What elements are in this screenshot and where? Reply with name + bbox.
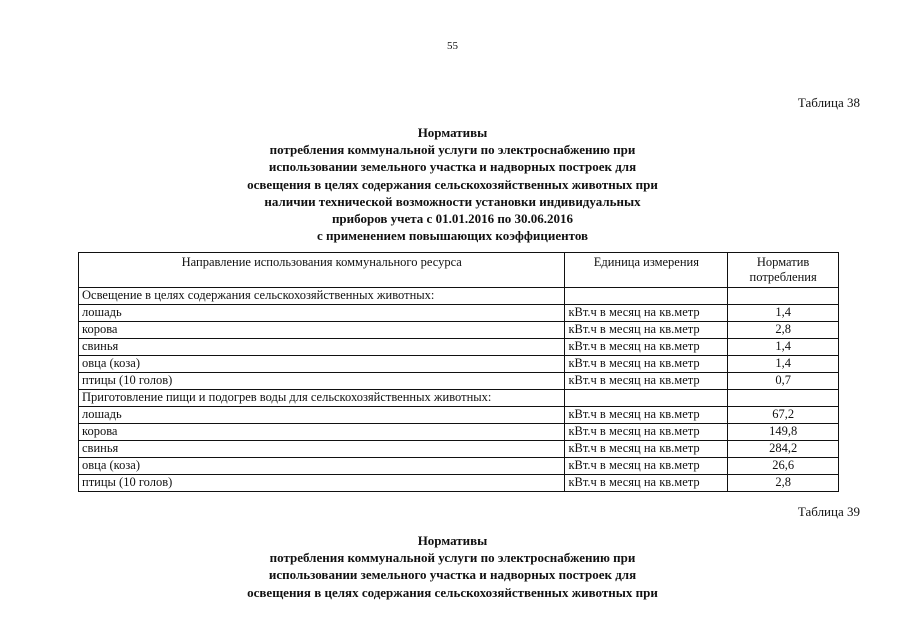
row-unit: кВт.ч в месяц на кв.метр xyxy=(565,441,728,458)
row-value: 284,2 xyxy=(728,441,839,458)
table-39-heading xyxy=(0,532,905,601)
row-value: 67,2 xyxy=(728,407,839,424)
row-unit: кВт.ч в месяц на кв.метр xyxy=(565,475,728,492)
row-name: птицы (10 голов) xyxy=(79,475,565,492)
row-value: 0,7 xyxy=(728,373,839,390)
heading-line: с применением повышающих коэффициентов xyxy=(316,228,589,244)
empty-cell xyxy=(728,390,839,407)
row-name: корова xyxy=(79,322,565,339)
row-unit: кВт.ч в месяц на кв.метр xyxy=(565,458,728,475)
heading-line: Нормативы xyxy=(417,533,488,548)
column-header-norm-line2: потребления xyxy=(749,270,817,284)
row-value: 1,4 xyxy=(728,305,839,322)
heading-line: использовании земельного участка и надворных построек для xyxy=(268,159,637,175)
row-name: овца (коза) xyxy=(79,458,565,475)
row-value: 2,8 xyxy=(728,475,839,492)
row-value: 2,8 xyxy=(728,322,839,339)
row-value: 26,6 xyxy=(728,458,839,475)
table-row xyxy=(79,407,839,424)
table-header-row xyxy=(79,253,839,288)
row-name: свинья xyxy=(79,339,565,356)
row-name: корова xyxy=(79,424,565,441)
empty-cell xyxy=(728,288,839,305)
table-39-label: Таблица 39 xyxy=(797,504,860,519)
table-row xyxy=(79,424,839,441)
row-unit: кВт.ч в месяц на кв.метр xyxy=(565,356,728,373)
row-name: свинья xyxy=(79,441,565,458)
group-title: Приготовление пищи и подогрев воды для сельскохозяйственных животных: xyxy=(79,390,565,407)
column-header-norm-line1: Норматив xyxy=(756,255,810,269)
table-row xyxy=(79,305,839,322)
row-unit: кВт.ч в месяц на кв.метр xyxy=(565,373,728,390)
row-unit: кВт.ч в месяц на кв.метр xyxy=(565,305,728,322)
column-header-unit: Единица измерения xyxy=(565,253,728,288)
table-row xyxy=(79,458,839,475)
empty-cell xyxy=(565,288,728,305)
group-row-cooking xyxy=(79,390,839,407)
empty-cell xyxy=(565,390,728,407)
row-unit: кВт.ч в месяц на кв.метр xyxy=(565,407,728,424)
table-38-label: Таблица 38 xyxy=(797,95,860,110)
heading-line: потребления коммунальной услуги по электроснабжению при xyxy=(269,142,636,158)
heading-line: приборов учета с 01.01.2016 по 30.06.2016 xyxy=(331,211,574,227)
group-title: Освещение в целях содержания сельскохозяйственных животных: xyxy=(79,288,565,305)
table-row xyxy=(79,373,839,390)
row-value: 1,4 xyxy=(728,356,839,373)
row-unit: кВт.ч в месяц на кв.метр xyxy=(565,424,728,441)
table-row xyxy=(79,475,839,492)
row-unit: кВт.ч в месяц на кв.метр xyxy=(565,322,728,339)
row-unit: кВт.ч в месяц на кв.метр xyxy=(565,339,728,356)
group-row-lighting xyxy=(79,288,839,305)
column-header-direction: Направление использования коммунального ресурса xyxy=(79,253,565,288)
row-name: овца (коза) xyxy=(79,356,565,373)
page-number: 55 xyxy=(447,40,458,52)
column-header-norm xyxy=(728,253,839,288)
row-value: 149,8 xyxy=(728,424,839,441)
heading-line: освещения в целях содержания сельскохозяйственных животных при xyxy=(247,584,658,600)
table-38-heading xyxy=(0,124,905,244)
row-name: лошадь xyxy=(79,305,565,322)
heading-line: Нормативы xyxy=(417,125,488,140)
heading-line: использовании земельного участка и надворных построек для xyxy=(268,567,637,583)
heading-line: потребления коммунальной услуги по электроснабжению при xyxy=(269,550,636,566)
heading-line: освещения в целях содержания сельскохозяйственных животных при xyxy=(247,176,658,192)
row-name: лошадь xyxy=(79,407,565,424)
table-row xyxy=(79,339,839,356)
norms-table-38 xyxy=(78,252,839,492)
row-value: 1,4 xyxy=(728,339,839,356)
table-row xyxy=(79,441,839,458)
heading-line: наличии технической возможности установки индивидуальных xyxy=(264,193,641,209)
row-name: птицы (10 голов) xyxy=(79,373,565,390)
table-row xyxy=(79,356,839,373)
table-row xyxy=(79,322,839,339)
